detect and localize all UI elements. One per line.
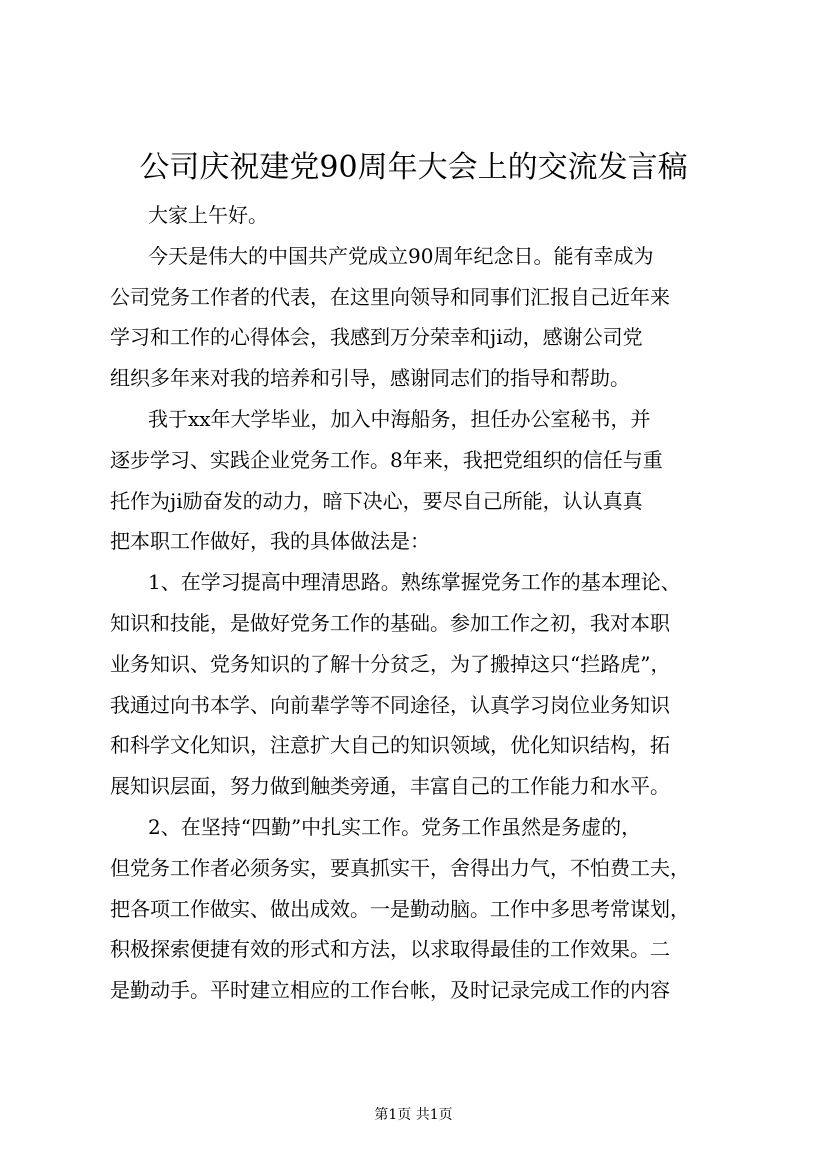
paragraph-line: 把各项工作做实、做出成效。一是勤动脑。工作中多思考常谋划，	[110, 896, 690, 921]
paragraph-line: 但党务工作者必须务实，要真抓实干，舍得出力气，不怕费工夫，	[110, 855, 690, 880]
document-body	[110, 195, 740, 1011]
paragraph-line: 我于xx年大学毕业，加入中海船务，担任办公室秘书，并	[148, 406, 651, 431]
page-footer: 第1页 共1页	[374, 1107, 453, 1123]
paragraph-line: 今天是伟大的中国共产党成立90周年纪念日。能有幸成为	[148, 243, 654, 268]
paragraph-line: 我通过向书本学、向前辈学等不同途径，认真学习岗位业务知识	[110, 692, 670, 717]
paragraph-line: 把本职工作做好，我的具体做法是：	[110, 529, 430, 554]
paragraph-line: 是勤动手。平时建立相应的工作台帐，及时记录完成工作的内容	[110, 978, 670, 1003]
paragraph-line: 1、在学习提高中理清思路。熟练掌握党务工作的基本理论、	[148, 570, 681, 595]
paragraph-line: 积极探索便捷有效的形式和方法，以求取得最佳的工作效果。二	[110, 937, 670, 962]
paragraph-line: 知识和技能，是做好党务工作的基础。参加工作之初，我对本职	[110, 610, 670, 635]
paragraph-line: 逐步学习、实践企业党务工作。8年来，我把党组织的信任与重	[110, 447, 663, 472]
paragraph-line: 公司党务工作者的代表，在这里向领导和同事们汇报自己近年来	[110, 284, 670, 309]
paragraph-line: 和科学文化知识，注意扩大自己的知识领域，优化知识结构，拓	[110, 733, 670, 758]
paragraph-line: 学习和工作的心得体会，我感到万分荣幸和ji动，感谢公司党	[110, 325, 643, 350]
paragraph-line: 2、在坚持“四勤”中扎实工作。党务工作虽然是务虚的，	[148, 814, 642, 839]
paragraph-line: 托作为ji励奋发的动力，暗下决心，要尽自己所能，认认真真	[110, 488, 643, 513]
paragraph-line: 业务知识、党务知识的了解十分贫乏，为了搬掉这只“拦路虎”，	[110, 651, 671, 676]
paragraph-line: 大家上午好。	[148, 203, 268, 227]
paragraph-line: 展知识层面，努力做到触类旁通，丰富自己的工作能力和水平。	[110, 774, 670, 799]
document-title: 公司庆祝建党90周年大会上的交流发言稿	[139, 150, 688, 185]
paragraph-line: 组织多年来对我的培养和引导，感谢同志们的指导和帮助。	[110, 366, 630, 391]
